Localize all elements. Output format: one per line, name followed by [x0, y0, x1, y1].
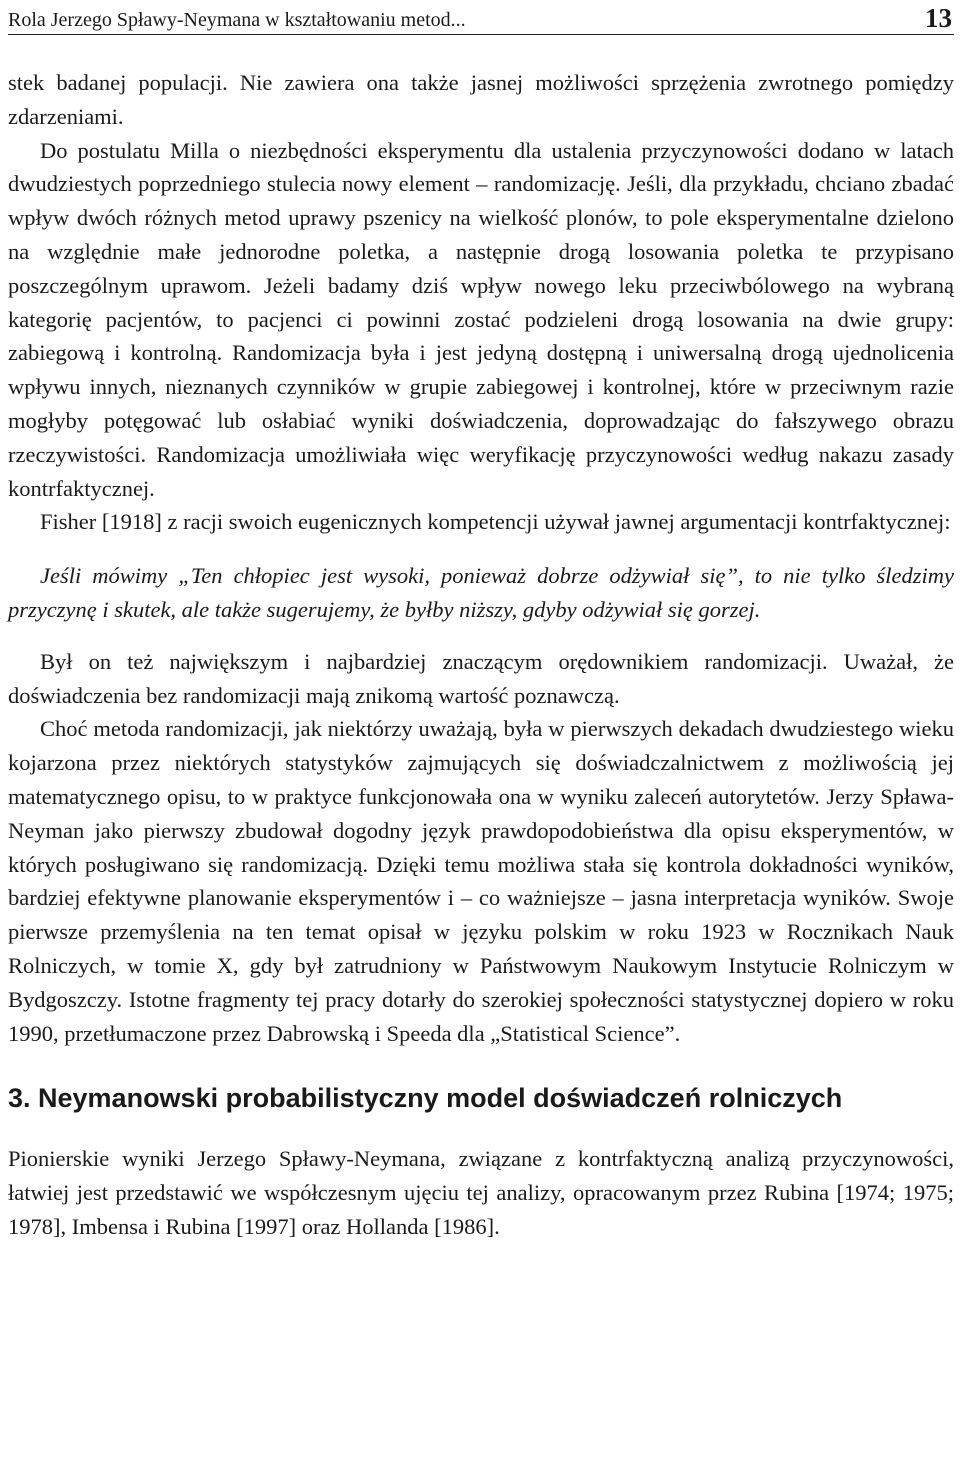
paragraph-continuation: stek badanej populacji. Nie zawiera ona także jasnej możliwości sprzężenia zwrotnego pomiędzy zdarzeniami.	[8, 70, 954, 129]
document-page	[8, 0, 954, 1244]
page-number: 13	[925, 3, 952, 33]
section-heading: 3. Neymanowski probabilistyczny model doświadczeń rolniczych	[8, 1083, 843, 1114]
paragraph-pioneering-results: Pionierskie wyniki Jerzego Spławy-Neymana, związane z kontrfaktyczną analizą przyczynowości, łatwiej jest przedstawić we współczesnym ujęciu tej analizy, opracowanym przez Rubina [1974; 1975; 1978], Imbensa i Rubina [1997] oraz Hollanda [1986].	[8, 1146, 954, 1239]
paragraph-advocate: Był on też największym i najbardziej znaczącym orędownikiem randomizacji. Uważał, że doświadczenia bez randomizacji mają znikomą wartość poznawczą.	[8, 648, 954, 708]
paragraph-neyman: Choć metoda randomizacji, jak niektórzy uważają, była w pierwszych dekadach dwudziestego wieku kojarzona przez niektórych statystyków zajmujących się doświadczalnictwem z możliwością jej matematycznego opisu, to w praktyce funkcjonowała ona w wyniku zaleceń autorytetów. Jerzy Spława-Neyman jako pierwszy zbudował dogodny język prawdopodobieństwa dla opisu eksperymentów, w których posługiwano się randomizacją. Dzięki temu możliwa stała się kontrola dokładności wyników, bardziej efektywne planowanie eksperymentów i – co ważniejsze – jasna interpretacja wyników. Swoje pierwsze przemyślenia na ten temat opisał w języku polskim w roku 1923 w Rocznikach Nauk Rolniczych, w tomie X, gdy był zatrudniony w Państwowym Naukowym Instytucie Rolniczym w Bydgoszczy. Istotne fragmenty tej pracy dotarły do szerokiej społeczności statystycznej dopiero w roku 1990, przetłumaczone przez Dabrowską i Speeda dla „Statistical Science”.	[8, 716, 954, 1046]
fisher-quote: Jeśli mówimy „Ten chłopiec jest wysoki, ponieważ dobrze odżywiał się”, to nie tylko śledzimy przyczynę i skutek, ale także sugerujemy, że byłby niższy, gdyby odżywiał się gorzej.	[8, 563, 954, 622]
paragraph-randomization: Do postulatu Milla o niezbędności eksperymentu dla ustalenia przyczynowości dodano w latach dwudziestych poprzedniego stulecia nowy element – randomizację. Jeśli, dla przykładu, chciano zbadać wpływ dwóch różnych metod uprawy pszenicy na wielkość plonów, to pole eksperymentalne dzielono na względnie małe jednorodne poletka, a następnie drogą losowania poletka te przypisano poszczególnym uprawom. Jeżeli badamy dziś wpływ nowego leku przeciwbólowego na wybraną kategorię pacjentów, to pacjenci ci powinni zostać podzieleni drogą losowania na dwie grupy: zabiegową i kontrolną. Randomizacja była i jest jedyną dostępną i uniwersalną drogą ujednolicenia wpływu innych, nieznanych czynników w grupie zabiegowej i kontrolnej, które w przeciwnym razie mogłyby potęgować lub osłabiać wyniki doświadczenia, doprowadzając do fałszywego obrazu rzeczywistości. Randomizacja umożliwiała więc weryfikację przyczynowości według nakazu zasady kontrfaktycznej.	[8, 137, 954, 501]
paragraph-fisher: Fisher [1918] z racji swoich eugenicznych kompetencji używał jawnej argumentacji kontrfaktycznej:	[40, 509, 951, 535]
running-header	[8, 0, 954, 35]
body-text	[8, 66, 954, 1244]
running-title: Rola Jerzego Spławy-Neymana w kształtowaniu metod...	[8, 9, 466, 31]
